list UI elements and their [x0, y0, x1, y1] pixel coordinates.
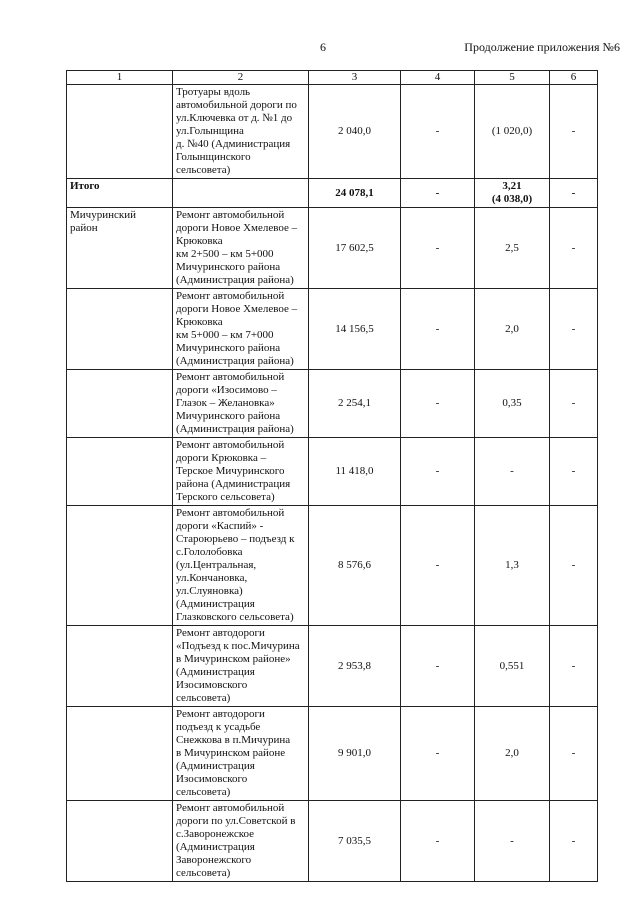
cell-col6: - [550, 370, 598, 438]
page-number: 6 [320, 40, 326, 54]
column-header: 3 [309, 71, 401, 85]
table-row [67, 85, 598, 179]
cell-col4: - [401, 289, 475, 370]
table-row [67, 438, 598, 506]
cell-col6: - [550, 801, 598, 882]
cell-col4: - [401, 208, 475, 289]
cell-col2: Ремонт автомобильной дороги Новое Хмелевое – Крюковка км 5+000 – км 7+000 Мичуринского района (Администрация района) [173, 289, 309, 370]
cell-col1 [67, 626, 173, 707]
table-row [67, 801, 598, 882]
column-header: 5 [475, 71, 550, 85]
cell-col3: 2 953,8 [309, 626, 401, 707]
cell-col6: - [550, 179, 598, 208]
cell-col5: - [475, 801, 550, 882]
cell-col3: 14 156,5 [309, 289, 401, 370]
column-header: 1 [67, 71, 173, 85]
cell-col1: Итого [67, 179, 173, 208]
cell-col3: 11 418,0 [309, 438, 401, 506]
cell-col5: - [475, 438, 550, 506]
cell-col4: - [401, 801, 475, 882]
cell-col1 [67, 370, 173, 438]
cell-col2: Ремонт автомобильной дороги по ул.Советской в с.Заворонежское (Администрация Заворонежского сельсовета) [173, 801, 309, 882]
table-row [67, 370, 598, 438]
cell-col2: Ремонт автодороги подъезд к усадьбе Снежкова в п.Мичурина в Мичуринском районе (Администрация Изосимовского сельсовета) [173, 707, 309, 801]
table-row [67, 289, 598, 370]
cell-col4: - [401, 370, 475, 438]
cell-col6: - [550, 85, 598, 179]
cell-col2: Ремонт автодороги «Подъезд к пос.Мичурина в Мичуринском районе» (Администрация Изосимовского сельсовета) [173, 626, 309, 707]
cell-col1 [67, 438, 173, 506]
table-row [67, 707, 598, 801]
cell-col4: - [401, 506, 475, 626]
cell-col2: Ремонт автомобильной дороги Новое Хмелевое – Крюковка км 2+500 – км 5+000 Мичуринского района (Администрация района) [173, 208, 309, 289]
total-row [67, 179, 598, 208]
cell-col4: - [401, 179, 475, 208]
cell-col3: 7 035,5 [309, 801, 401, 882]
cell-col3: 2 040,0 [309, 85, 401, 179]
cell-col1 [67, 85, 173, 179]
cell-col6: - [550, 707, 598, 801]
cell-col5: 0,35 [475, 370, 550, 438]
cell-col6: - [550, 626, 598, 707]
cell-col6: - [550, 438, 598, 506]
cell-col1 [67, 506, 173, 626]
cell-col2: Ремонт автомобильной дороги Крюковка – Терское Мичуринского района (Администрация Терского сельсовета) [173, 438, 309, 506]
cell-col3: 9 901,0 [309, 707, 401, 801]
cell-col4: - [401, 707, 475, 801]
cell-col5: 2,0 [475, 707, 550, 801]
cell-col4: - [401, 85, 475, 179]
cell-col5: 2,5 [475, 208, 550, 289]
table-row [67, 208, 598, 289]
table-row [67, 626, 598, 707]
cell-col1 [67, 801, 173, 882]
cell-col4: - [401, 438, 475, 506]
cell-col5: 3,21 (4 038,0) [475, 179, 550, 208]
cell-col6: - [550, 208, 598, 289]
cell-col5: 1,3 [475, 506, 550, 626]
cell-col5: 0,551 [475, 626, 550, 707]
table-row [67, 506, 598, 626]
cell-col6: - [550, 506, 598, 626]
cell-col2: Тротуары вдоль автомобильной дороги по ул.Ключевка от д. №1 до ул.Голынщина д. №40 (Администрация Голынщинского сельсовета) [173, 85, 309, 179]
cell-col6: - [550, 289, 598, 370]
cell-col4: - [401, 626, 475, 707]
continuation-note: Продолжение приложения №6 [464, 40, 620, 54]
cell-col3: 8 576,6 [309, 506, 401, 626]
budget-table [66, 70, 598, 882]
cell-col2: Ремонт автомобильной дороги «Изосимово – Глазок – Желановка» Мичуринского района (Администрация района) [173, 370, 309, 438]
cell-col2: Ремонт автомобильной дороги «Каспий» - Староюрьево – подъезд к с.Гололобовка (ул.Центральная, ул.Кончановка, ул.Слуяновка) (Администрация Глазковского сельсовета) [173, 506, 309, 626]
cell-col2 [173, 179, 309, 208]
cell-col5: (1 020,0) [475, 85, 550, 179]
column-header: 4 [401, 71, 475, 85]
column-header: 2 [173, 71, 309, 85]
cell-col3: 17 602,5 [309, 208, 401, 289]
cell-col3: 24 078,1 [309, 179, 401, 208]
cell-col1: Мичуринский район [67, 208, 173, 289]
header-row [67, 71, 598, 85]
cell-col3: 2 254,1 [309, 370, 401, 438]
column-header: 6 [550, 71, 598, 85]
cell-col1 [67, 289, 173, 370]
cell-col5: 2,0 [475, 289, 550, 370]
cell-col1 [67, 707, 173, 801]
